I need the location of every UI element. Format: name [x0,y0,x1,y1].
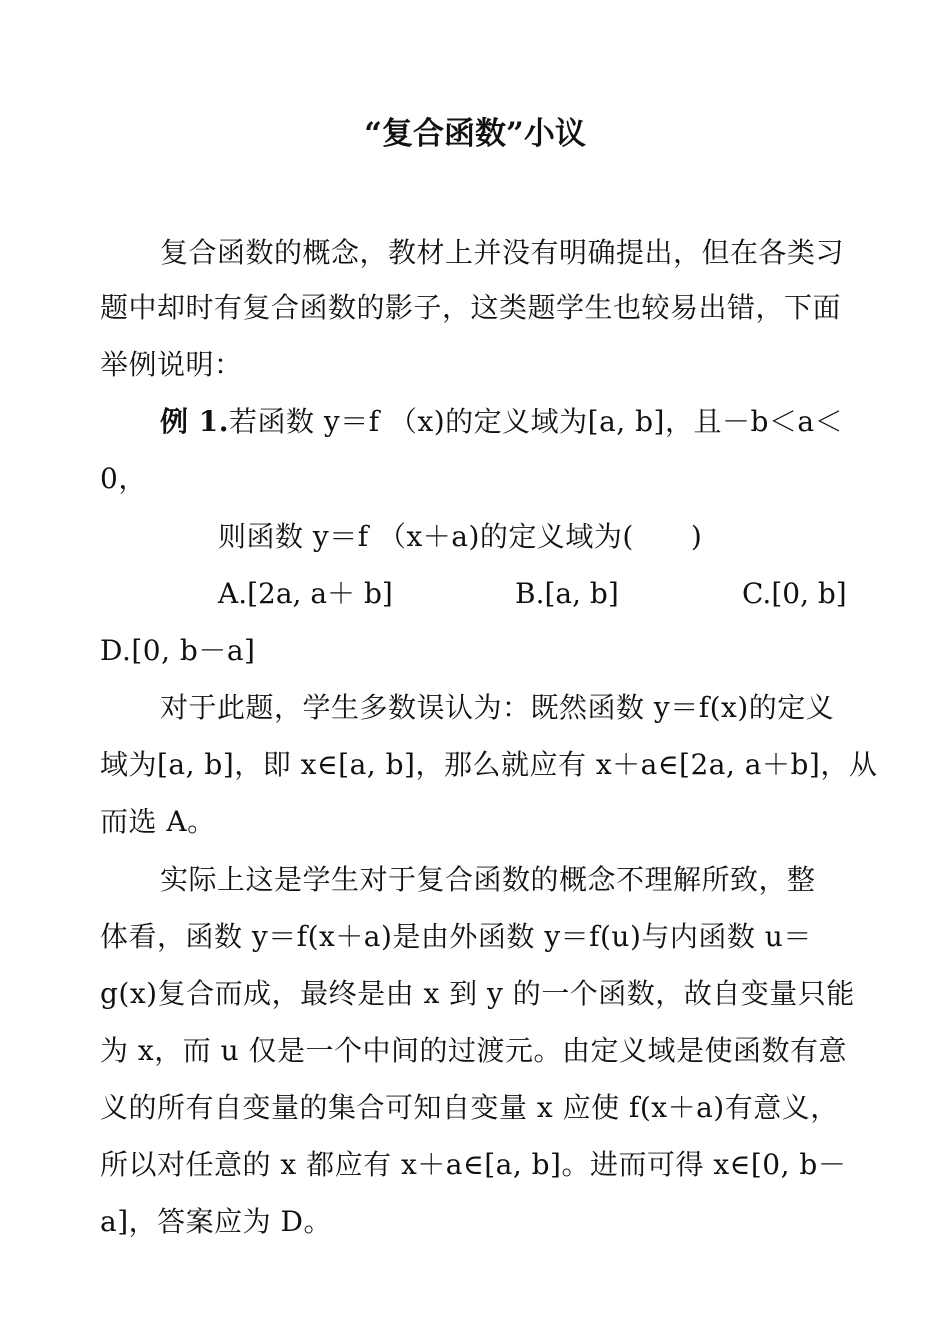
paragraph-line: 对于此题，学生多数误认为：既然函数 y＝f(x)的定义 [160,691,835,724]
option-d: D.[0, b－a] [100,634,256,667]
option-c: C.[0, b] [742,577,847,610]
example-text: 若函数 y＝f （x)的定义域为[a, b]，且－b＜a＜ [228,405,844,438]
option-b: B.[a, b] [515,577,619,610]
paragraph-line: 义的所有自变量的集合可知自变量 x 应使 f(x＋a)有意义， [100,1091,839,1124]
paragraph-line: 为 x，而 u 仅是一个中间的过渡元。由定义域是使函数有意 [100,1034,848,1067]
paragraph-line: 复合函数的概念，教材上并没有明确提出，但在各类习 [160,236,845,269]
paragraph-line: 域为[a, b]，即 x∈[a, b]，那么就应有 x＋a∈[2a, a＋b]，从 [100,748,878,781]
question-line: 则函数 y＝f （x＋a)的定义域为( ) [218,520,703,553]
paragraph-line: g(x)复合而成，最终是由 x 到 y 的一个函数，故自变量只能 [100,977,855,1010]
example-line [160,402,843,442]
paragraph-line: 体看，函数 y＝f(x＋a)是由外函数 y＝f(u)与内函数 u＝ [100,920,812,953]
paragraph-line: 而选 A。 [100,805,216,838]
paragraph-line: 0， [100,462,147,495]
paragraph-line: 举例说明： [100,348,243,381]
paragraph-line: 所以对任意的 x 都应有 x＋a∈[a, b]。进而可得 x∈[0, b－ [100,1148,847,1181]
paragraph-line: 实际上这是学生对于复合函数的概念不理解所致，整 [160,863,816,896]
example-label: 例 1. [160,405,229,438]
paragraph-line: 题中却时有复合函数的影子，这类题学生也较易出错，下面 [100,291,842,324]
page-title: “复合函数”小议 [364,116,586,152]
paragraph-line: a]，答案应为 D。 [100,1205,332,1238]
option-a: A.[2a, a＋ b] [218,577,393,610]
